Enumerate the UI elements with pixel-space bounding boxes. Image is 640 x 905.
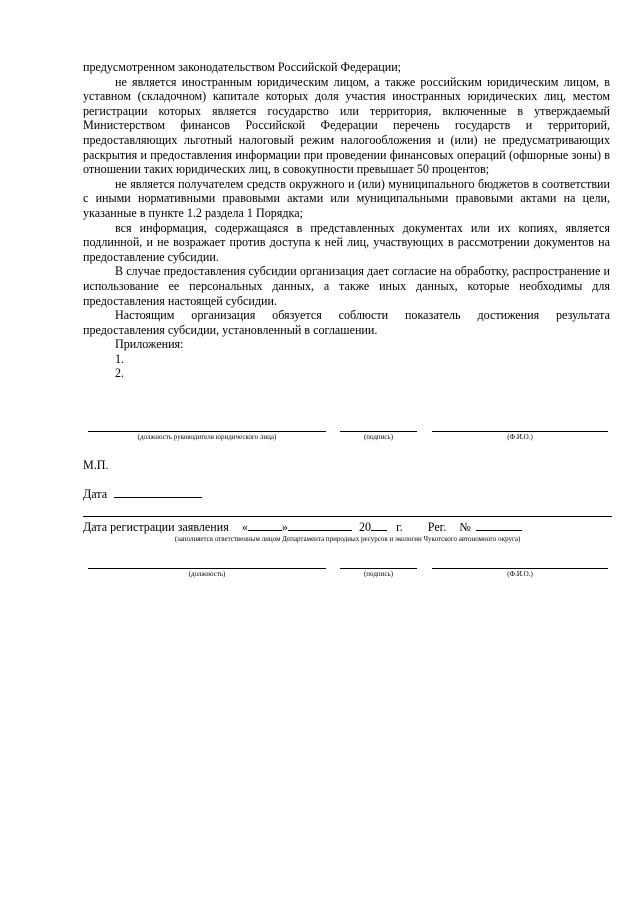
attachments-heading: Приложения: [115, 337, 184, 352]
date-label: Дата [83, 487, 108, 501]
paragraph-obligation: Настоящим организация обязуется соблюсти показатель достижения результата предоставления субсидии, установленный в соглашении. [83, 308, 610, 337]
year-blank [371, 519, 387, 531]
position-caption-2: (должность) [188, 570, 226, 578]
reg-number-blank [476, 519, 522, 531]
name-caption-2: (Ф.И.О.) [507, 570, 533, 578]
name-signature-line-2 [432, 568, 608, 569]
position-caption: (должность руководителя юридического лица) [137, 433, 277, 441]
registration-row [83, 519, 522, 534]
month-blank [288, 519, 352, 531]
registration-note: (заполняется ответственным лицом Департамента природных ресурсов и экологии Чукотского автономного округа) [174, 535, 521, 543]
position-signature-line-2 [88, 568, 326, 569]
position-signature-line [88, 431, 326, 432]
year-prefix: 20 [358, 520, 372, 534]
document-body [83, 60, 610, 381]
signature-line [340, 431, 417, 432]
stamp-label: М.П. [83, 458, 109, 472]
paragraph-consent: В случае предоставления субсидии организация дает согласие на обработку, распространение и использование ее персональных данных, а также иных данных, которые необходимы для предоставления настоящей субсидии. [83, 264, 610, 308]
name-caption: (Ф.И.О.) [507, 433, 533, 441]
signature-caption: (подпись) [363, 433, 394, 441]
quote-close: » [281, 520, 288, 534]
reg-label: Рег. [427, 520, 447, 534]
date-blank-line [114, 486, 202, 498]
quote-open: « [241, 520, 248, 534]
day-blank [248, 519, 282, 531]
signature-line-2 [340, 568, 417, 569]
paragraph-foreign-entity: не является иностранным юридическим лицом, а также российским юридическим лицом, в уставном (складочном) капитале которых доля участия иностранных юридических лиц, местом регистрации которых является государство или территория, включенные в утверждаемый Министерством финансов Российской Федерации перечень государств и территорий, предоставляющих льготный налоговый режим налогообложения и (или) не предусматривающих раскрытия и предоставления информации при проведении финансовых операций (офшорные зоны) в отношении таких юридических лиц, в совокупности превышает 50 процентов; [83, 74, 610, 177]
section-divider [83, 516, 612, 517]
date-row [83, 486, 202, 501]
number-sign: № [459, 520, 471, 534]
paragraph-intro: предусмотренном законодательством Российской Федерации; [83, 60, 402, 74]
year-suffix: г. [396, 520, 403, 534]
paragraph-budget-funds: не является получателем средств окружного и (или) муниципального бюджетов в соответствии с иными нормативными правовыми актами или муниципальными правовыми актами на цели, указанные в пункте 1.2 раздела 1 Порядка; [83, 176, 610, 220]
paragraph-information: вся информация, содержащаяся в представленных документах или их копиях, является подлинной, и не возражает против доступа к ней лиц, участвующих в рассмотрении документов на предоставление субсидии. [83, 220, 610, 264]
signature-caption-2: (подпись) [363, 570, 394, 578]
attachment-item-1: 1. [115, 351, 125, 366]
registration-label: Дата регистрации заявления [83, 520, 229, 534]
attachment-item-2: 2. [115, 366, 125, 381]
name-signature-line [432, 431, 608, 432]
